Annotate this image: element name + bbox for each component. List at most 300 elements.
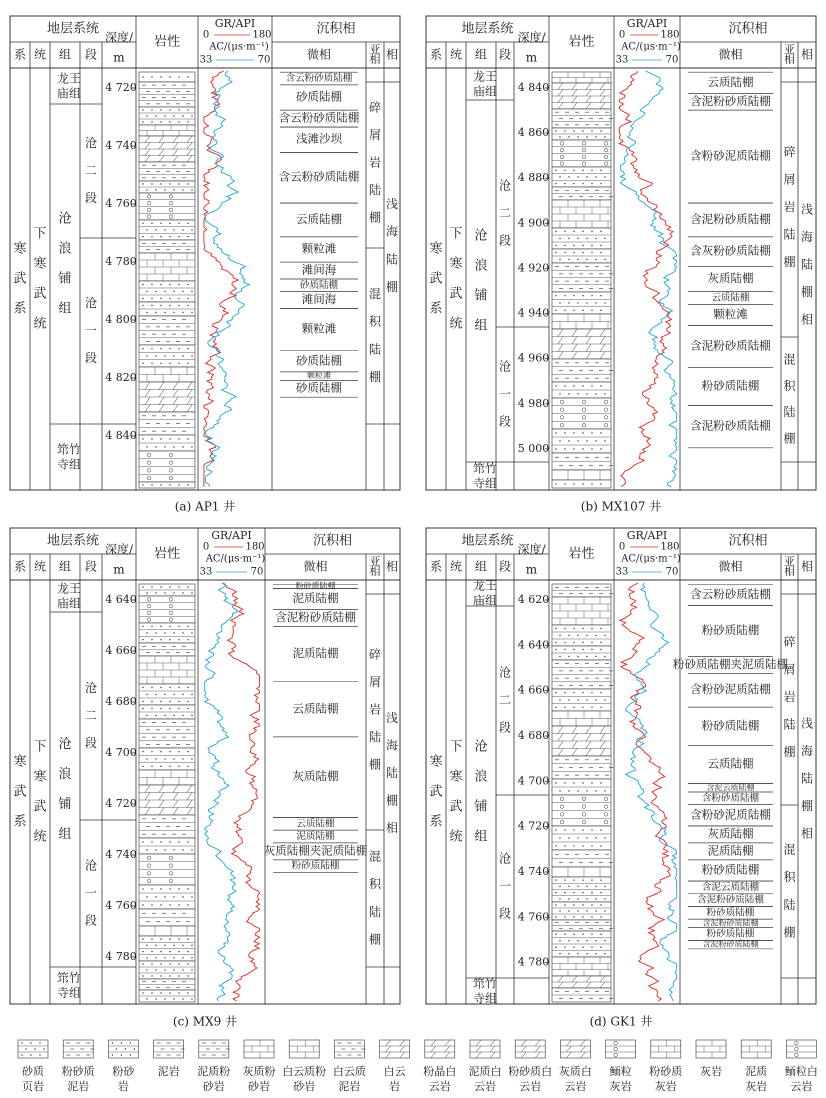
lith-dot	[164, 229, 165, 230]
lith-bed	[289, 1040, 319, 1058]
lith-dot	[573, 947, 574, 948]
lith-dot	[155, 896, 156, 897]
formation-canglangpu	[474, 740, 487, 845]
member-cang2-char: 沧	[84, 135, 98, 150]
lith-dot	[586, 940, 587, 941]
lith-dot	[169, 938, 170, 939]
legend-label: 云岩	[474, 1080, 496, 1093]
lith-dot	[146, 229, 147, 230]
lith-dot	[582, 892, 583, 893]
legend-label: 页岩	[22, 1080, 44, 1093]
lith-dot	[577, 940, 578, 941]
ac-min: 33	[199, 54, 213, 66]
lith-dot	[182, 758, 183, 759]
lith-dot	[568, 837, 569, 838]
lith-dot	[164, 446, 165, 447]
lith-dot	[130, 1042, 131, 1043]
lith-dot	[160, 586, 161, 587]
lith-dot	[577, 238, 578, 239]
lith-dot	[160, 992, 161, 993]
lith-dot	[187, 348, 188, 349]
lith-dot	[151, 992, 152, 993]
lith-dot	[142, 348, 143, 349]
header-subfacies-char: 相	[784, 53, 795, 66]
subfacies-clastic	[783, 634, 795, 759]
member-cang1	[85, 296, 97, 365]
lith-dot	[182, 291, 183, 292]
lith-bed	[552, 689, 611, 711]
lith-dot	[178, 305, 179, 306]
subfacies-clastic-char: 岩	[368, 155, 382, 170]
lith-dot	[559, 302, 560, 303]
lith-dot	[559, 176, 560, 177]
microfacies-label: 颗粒滩	[307, 371, 331, 381]
series-label-char: 下	[449, 739, 463, 755]
lith-dot	[151, 701, 152, 702]
lith-dot	[582, 170, 583, 171]
subfacies-mixed-char: 棚	[368, 932, 382, 947]
depth-tick: 4 960	[517, 351, 550, 365]
header-depth: 深度/	[104, 30, 134, 45]
lith-dot	[555, 916, 556, 917]
lith-dot	[555, 879, 556, 880]
lith-dot	[577, 393, 578, 394]
lith-dot	[164, 945, 165, 946]
lith-dot	[559, 656, 560, 657]
series-label-char: 武	[449, 799, 463, 815]
facies-label-char: 陆	[800, 771, 814, 786]
lith-dot	[21, 1054, 22, 1055]
microfacies-label: 含云粉砂质陆棚	[285, 73, 353, 85]
lith-dot	[559, 440, 560, 441]
lith-dot	[604, 837, 605, 838]
ac-log-curve	[205, 71, 249, 487]
lith-dot	[178, 121, 179, 122]
lith-dot	[169, 992, 170, 993]
lith-dot	[151, 975, 152, 976]
lith-bed	[552, 228, 611, 249]
header-strat: 地层系统	[46, 533, 100, 549]
lith-dot	[164, 849, 165, 850]
lith-dot	[169, 841, 170, 842]
lith-dot	[568, 440, 569, 441]
lith-dot	[600, 947, 601, 948]
lith-dot	[559, 699, 560, 700]
microfacies-label: 灰质陆棚	[292, 769, 339, 784]
depth-tick: 4 720	[105, 81, 137, 94]
lith-dot	[582, 245, 583, 246]
microfacies-column	[279, 72, 360, 397]
lith-dot	[164, 632, 165, 633]
lith-dot	[151, 223, 152, 224]
lith-dot	[142, 951, 143, 952]
lith-dot	[568, 910, 569, 911]
depth-tick: 4 980	[517, 396, 550, 410]
lith-dot	[182, 189, 183, 190]
lith-dot	[191, 969, 192, 970]
depth-tick: 4 640	[517, 638, 550, 652]
lith-dot	[600, 252, 601, 253]
microfacies-label: 粉砂质陆棚	[701, 718, 760, 733]
formation-qiongzhusi: 寺组	[56, 986, 82, 1000]
lith-dot	[146, 291, 147, 292]
lith-dot	[586, 898, 587, 899]
lith-dot	[173, 632, 174, 633]
microfacies-label: 滩间海	[301, 292, 337, 307]
lith-dot	[604, 940, 605, 941]
lith-dot	[142, 708, 143, 709]
lith-dot	[191, 957, 192, 958]
lith-dot	[187, 236, 188, 237]
lith-dot	[591, 231, 592, 232]
lith-dot	[555, 252, 556, 253]
formation-canglangpu-char: 浪	[474, 769, 488, 785]
legend-label: 白云质	[332, 1065, 366, 1078]
microfacies-label: 含泥云质陆棚	[701, 881, 760, 893]
lith-dot	[164, 758, 165, 759]
lith-dot	[182, 694, 183, 695]
legend-label: 砂岩	[248, 1080, 270, 1093]
lith-dot	[187, 586, 188, 587]
lith-dot	[155, 694, 156, 695]
lith-dot	[178, 348, 179, 349]
subfacies-mixed-char: 混	[368, 849, 382, 864]
header-facies: 沉积相	[728, 21, 768, 37]
lith-dot	[187, 701, 188, 702]
ac-max: 70	[665, 54, 679, 66]
lith-dot	[178, 223, 179, 224]
series-label	[33, 740, 46, 845]
lith-dot	[187, 841, 188, 842]
lith-dot	[595, 238, 596, 239]
legend-label: 鲕粒白	[784, 1065, 818, 1078]
formation-canglangpu-char: 沧	[58, 211, 72, 227]
header-formation: 组	[474, 47, 488, 62]
microfacies-label: 含泥粉砂质陆棚	[275, 610, 356, 625]
header-sys: 系	[429, 47, 443, 62]
depth-tick: 4 760	[105, 899, 137, 912]
lith-dot	[559, 259, 560, 260]
header-facies: 沉积相	[316, 21, 356, 37]
lith-dot	[564, 947, 565, 948]
lith-dot	[577, 259, 578, 260]
lith-dot	[555, 649, 556, 650]
lith-bed	[552, 625, 611, 646]
member-cang2-char: 沧	[498, 178, 512, 193]
lith-dot	[595, 699, 596, 700]
microfacies-label: 颗粒滩	[301, 321, 337, 336]
lith-dot	[555, 692, 556, 693]
lith-dot	[142, 438, 143, 439]
lith-dot	[178, 109, 179, 110]
lith-dot	[25, 1048, 26, 1049]
lith-dot	[573, 829, 574, 830]
header-subfacies-char: 相	[369, 53, 381, 66]
header-subfacies	[370, 43, 381, 66]
facies-label-char: 浅	[800, 202, 814, 217]
lith-dot	[146, 896, 147, 897]
lith-dot	[559, 940, 560, 941]
lith-dot	[155, 291, 156, 292]
lith-dot	[586, 699, 587, 700]
series-label-char: 统	[449, 829, 463, 845]
formation-canglangpu-char: 浪	[58, 241, 72, 257]
series-label-char: 武	[449, 286, 463, 302]
subfacies-clastic-char: 棚	[783, 745, 796, 760]
lith-dot	[604, 393, 605, 394]
legend-label: 泥岩	[338, 1080, 361, 1093]
lith-dot	[151, 888, 152, 889]
header-depth-unit: m	[525, 562, 538, 577]
lith-dot	[586, 635, 587, 636]
lith-dot	[600, 642, 601, 643]
lith-bed	[606, 1040, 636, 1058]
lith-dot	[582, 845, 583, 846]
lith-dot	[187, 305, 188, 306]
lith-dot	[555, 904, 556, 905]
lith-dot	[160, 708, 161, 709]
facies-label	[386, 196, 398, 294]
microfacies-label: 砂质陆棚	[296, 353, 342, 368]
facies-label	[386, 710, 398, 835]
system-label-char: 武	[429, 784, 443, 800]
legend-label: 灰岩	[654, 1080, 677, 1093]
lith-dot	[191, 115, 192, 116]
lith-dot	[160, 626, 161, 627]
lith-dot	[142, 586, 143, 587]
legend-label: 白云	[383, 1065, 406, 1078]
member-cang2	[499, 665, 511, 734]
gr-log-curve	[204, 71, 238, 487]
panel-caption: (c) MX9 井	[172, 1014, 238, 1029]
microfacies-label: 含泥粉砂质陆棚	[690, 211, 771, 226]
lith-dot	[555, 934, 556, 935]
header-subfacies-char: 亚	[784, 555, 795, 568]
lith-dot	[577, 910, 578, 911]
lith-dot	[173, 189, 174, 190]
depth-tick: 4 780	[105, 950, 137, 963]
lith-dot	[142, 236, 143, 237]
lith-dot	[160, 284, 161, 285]
microfacies-label: 灰质陆棚夹泥质陆棚	[263, 843, 368, 858]
lith-dot	[582, 829, 583, 830]
header-subfacies	[784, 43, 795, 66]
facies-label-char: 棚	[800, 799, 814, 814]
lith-dot	[591, 845, 592, 846]
lith-bed	[552, 902, 611, 920]
lith-dot	[582, 628, 583, 629]
lith-dot	[151, 766, 152, 767]
lith-bed	[515, 1040, 545, 1058]
header-microfacies: 微相	[306, 47, 332, 62]
microfacies-label: 含粉砂泥质陆棚	[690, 807, 771, 822]
legend-label: 云岩	[428, 1080, 451, 1093]
lith-dot	[178, 701, 179, 702]
lith-dot	[169, 121, 170, 122]
lith-dot	[582, 904, 583, 905]
lith-dot	[595, 656, 596, 657]
depth-tick: 4 900	[517, 216, 550, 230]
lith-dot	[169, 438, 170, 439]
lith-dot	[586, 910, 587, 911]
lith-dot	[187, 223, 188, 224]
lith-dot	[568, 302, 569, 303]
microfacies-label: 粉砂质陆棚夹泥质陆棚	[673, 656, 788, 671]
lith-dot	[178, 76, 179, 77]
lith-dot	[178, 963, 179, 964]
lith-dot	[169, 888, 170, 889]
subfacies-clastic-char: 碎	[783, 634, 796, 649]
lith-dot	[182, 715, 183, 716]
microfacies-label: 云质陆棚	[707, 756, 754, 771]
lith-dot	[30, 1042, 31, 1043]
facies-label-char: 陆	[385, 766, 399, 780]
lith-dot	[555, 310, 556, 311]
lith-dot	[160, 975, 161, 976]
lith-dot	[142, 888, 143, 889]
series-label-char: 下	[449, 226, 463, 242]
lith-dot	[564, 448, 565, 449]
well-panel-2	[10, 528, 400, 1029]
header-subfacies-char: 相	[369, 565, 381, 578]
lith-dot	[564, 892, 565, 893]
lith-bed	[741, 1040, 771, 1058]
well-panel-1	[426, 16, 816, 514]
formation-canglangpu-char: 铺	[58, 796, 72, 812]
lith-dot	[582, 483, 583, 484]
depth-tick: 4 660	[105, 644, 137, 657]
lith-dot	[160, 904, 161, 905]
lith-dot	[187, 951, 188, 952]
member-cang1-char: 沧	[84, 858, 98, 873]
lith-dot	[173, 229, 174, 230]
system-label-char: 系	[429, 301, 443, 317]
lith-dot	[573, 231, 574, 232]
lith-dot	[187, 639, 188, 640]
lith-dot	[146, 592, 147, 593]
lith-dot	[564, 130, 565, 131]
lith-bed	[139, 926, 195, 936]
lith-dot	[559, 790, 560, 791]
lith-dot	[142, 363, 143, 364]
header-subfacies-char: 相	[784, 565, 795, 578]
lith-dot	[169, 348, 170, 349]
lith-dot	[164, 592, 165, 593]
formation-longwangmiao: 龙王	[56, 71, 82, 86]
lith-dot	[568, 940, 569, 941]
ac-min: 33	[199, 566, 213, 578]
formation-canglangpu-char: 浪	[58, 767, 72, 783]
lith-dot	[178, 975, 179, 976]
lith-dot	[173, 945, 174, 946]
lith-dot	[142, 284, 143, 285]
lith-dot	[182, 849, 183, 850]
lith-dot	[155, 969, 156, 970]
lith-dot	[182, 355, 183, 356]
microfacies-label: 含灰粉砂质陆棚	[690, 243, 771, 258]
lith-dot	[595, 259, 596, 260]
member-cang2-char: 段	[498, 233, 512, 248]
lith-dot	[187, 938, 188, 939]
microfacies-column	[673, 584, 788, 949]
header-series: 统	[449, 47, 463, 62]
lithology-column	[552, 72, 613, 488]
header-series: 统	[449, 559, 463, 574]
system-label-char: 寒	[429, 754, 443, 770]
lith-dot	[173, 957, 174, 958]
depth-tick: 4 760	[105, 197, 137, 210]
subfacies-clastic-char: 棚	[783, 255, 796, 270]
lith-dot	[191, 229, 192, 230]
formation-longwangmiao: 龙王	[472, 69, 498, 84]
lith-dot	[573, 483, 574, 484]
formation-canglangpu	[474, 229, 487, 334]
microfacies-label: 含泥粉砂质陆棚	[690, 418, 771, 433]
subfacies-mixed-char: 棚	[368, 369, 382, 384]
lith-dot	[555, 892, 556, 893]
lith-dot	[187, 963, 188, 964]
facies-label-char: 棚	[385, 279, 399, 294]
subfacies-mixed	[369, 287, 382, 384]
legend-label: 云岩	[564, 1080, 587, 1093]
formation-canglangpu-char: 组	[474, 318, 488, 334]
lith-dot	[555, 130, 556, 131]
lith-dot	[568, 898, 569, 899]
lith-dot	[169, 484, 170, 485]
series-label-char: 寒	[449, 769, 463, 785]
lith-dot	[164, 189, 165, 190]
depth-tick: 4 720	[517, 819, 550, 833]
header-strat: 地层系统	[461, 533, 514, 549]
lith-dot	[191, 446, 192, 447]
lith-dot	[182, 592, 183, 593]
lith-dot	[577, 302, 578, 303]
depth-tick: 4 940	[517, 306, 550, 320]
lith-dot	[600, 829, 601, 830]
lith-dot	[595, 302, 596, 303]
system-label	[429, 241, 442, 317]
system-label	[13, 754, 26, 830]
lith-dot	[160, 223, 161, 224]
header-member: 段	[84, 47, 98, 62]
lith-dot	[586, 136, 587, 137]
lith-dot	[160, 841, 161, 842]
lith-dot	[591, 295, 592, 296]
microfacies-label: 浅滩沙坝	[296, 131, 342, 146]
lith-dot	[573, 649, 574, 650]
lith-dot	[169, 586, 170, 587]
lith-dot	[555, 448, 556, 449]
microfacies-label: 含云粉砂质陆棚	[278, 110, 360, 125]
lith-dot	[146, 694, 147, 695]
member-cang1-char: 沧	[498, 851, 512, 866]
lith-dot	[595, 886, 596, 887]
lith-dot	[173, 115, 174, 116]
lith-dot	[600, 483, 601, 484]
lith-dot	[191, 312, 192, 313]
member-cang2	[499, 178, 511, 247]
lith-dot	[600, 692, 601, 693]
header-formation: 组	[58, 47, 72, 62]
lith-dot	[604, 176, 605, 177]
header-microfacies: 微相	[718, 47, 743, 62]
subfacies-mixed-char: 混	[783, 842, 796, 857]
lith-dot	[568, 656, 569, 657]
member-cang2-char: 二	[498, 693, 512, 707]
microfacies-label: 含泥粉砂质陆棚	[702, 918, 759, 928]
microfacies-label: 含云粉砂质陆棚	[278, 169, 360, 184]
subfacies-clastic-char: 岩	[783, 690, 796, 704]
